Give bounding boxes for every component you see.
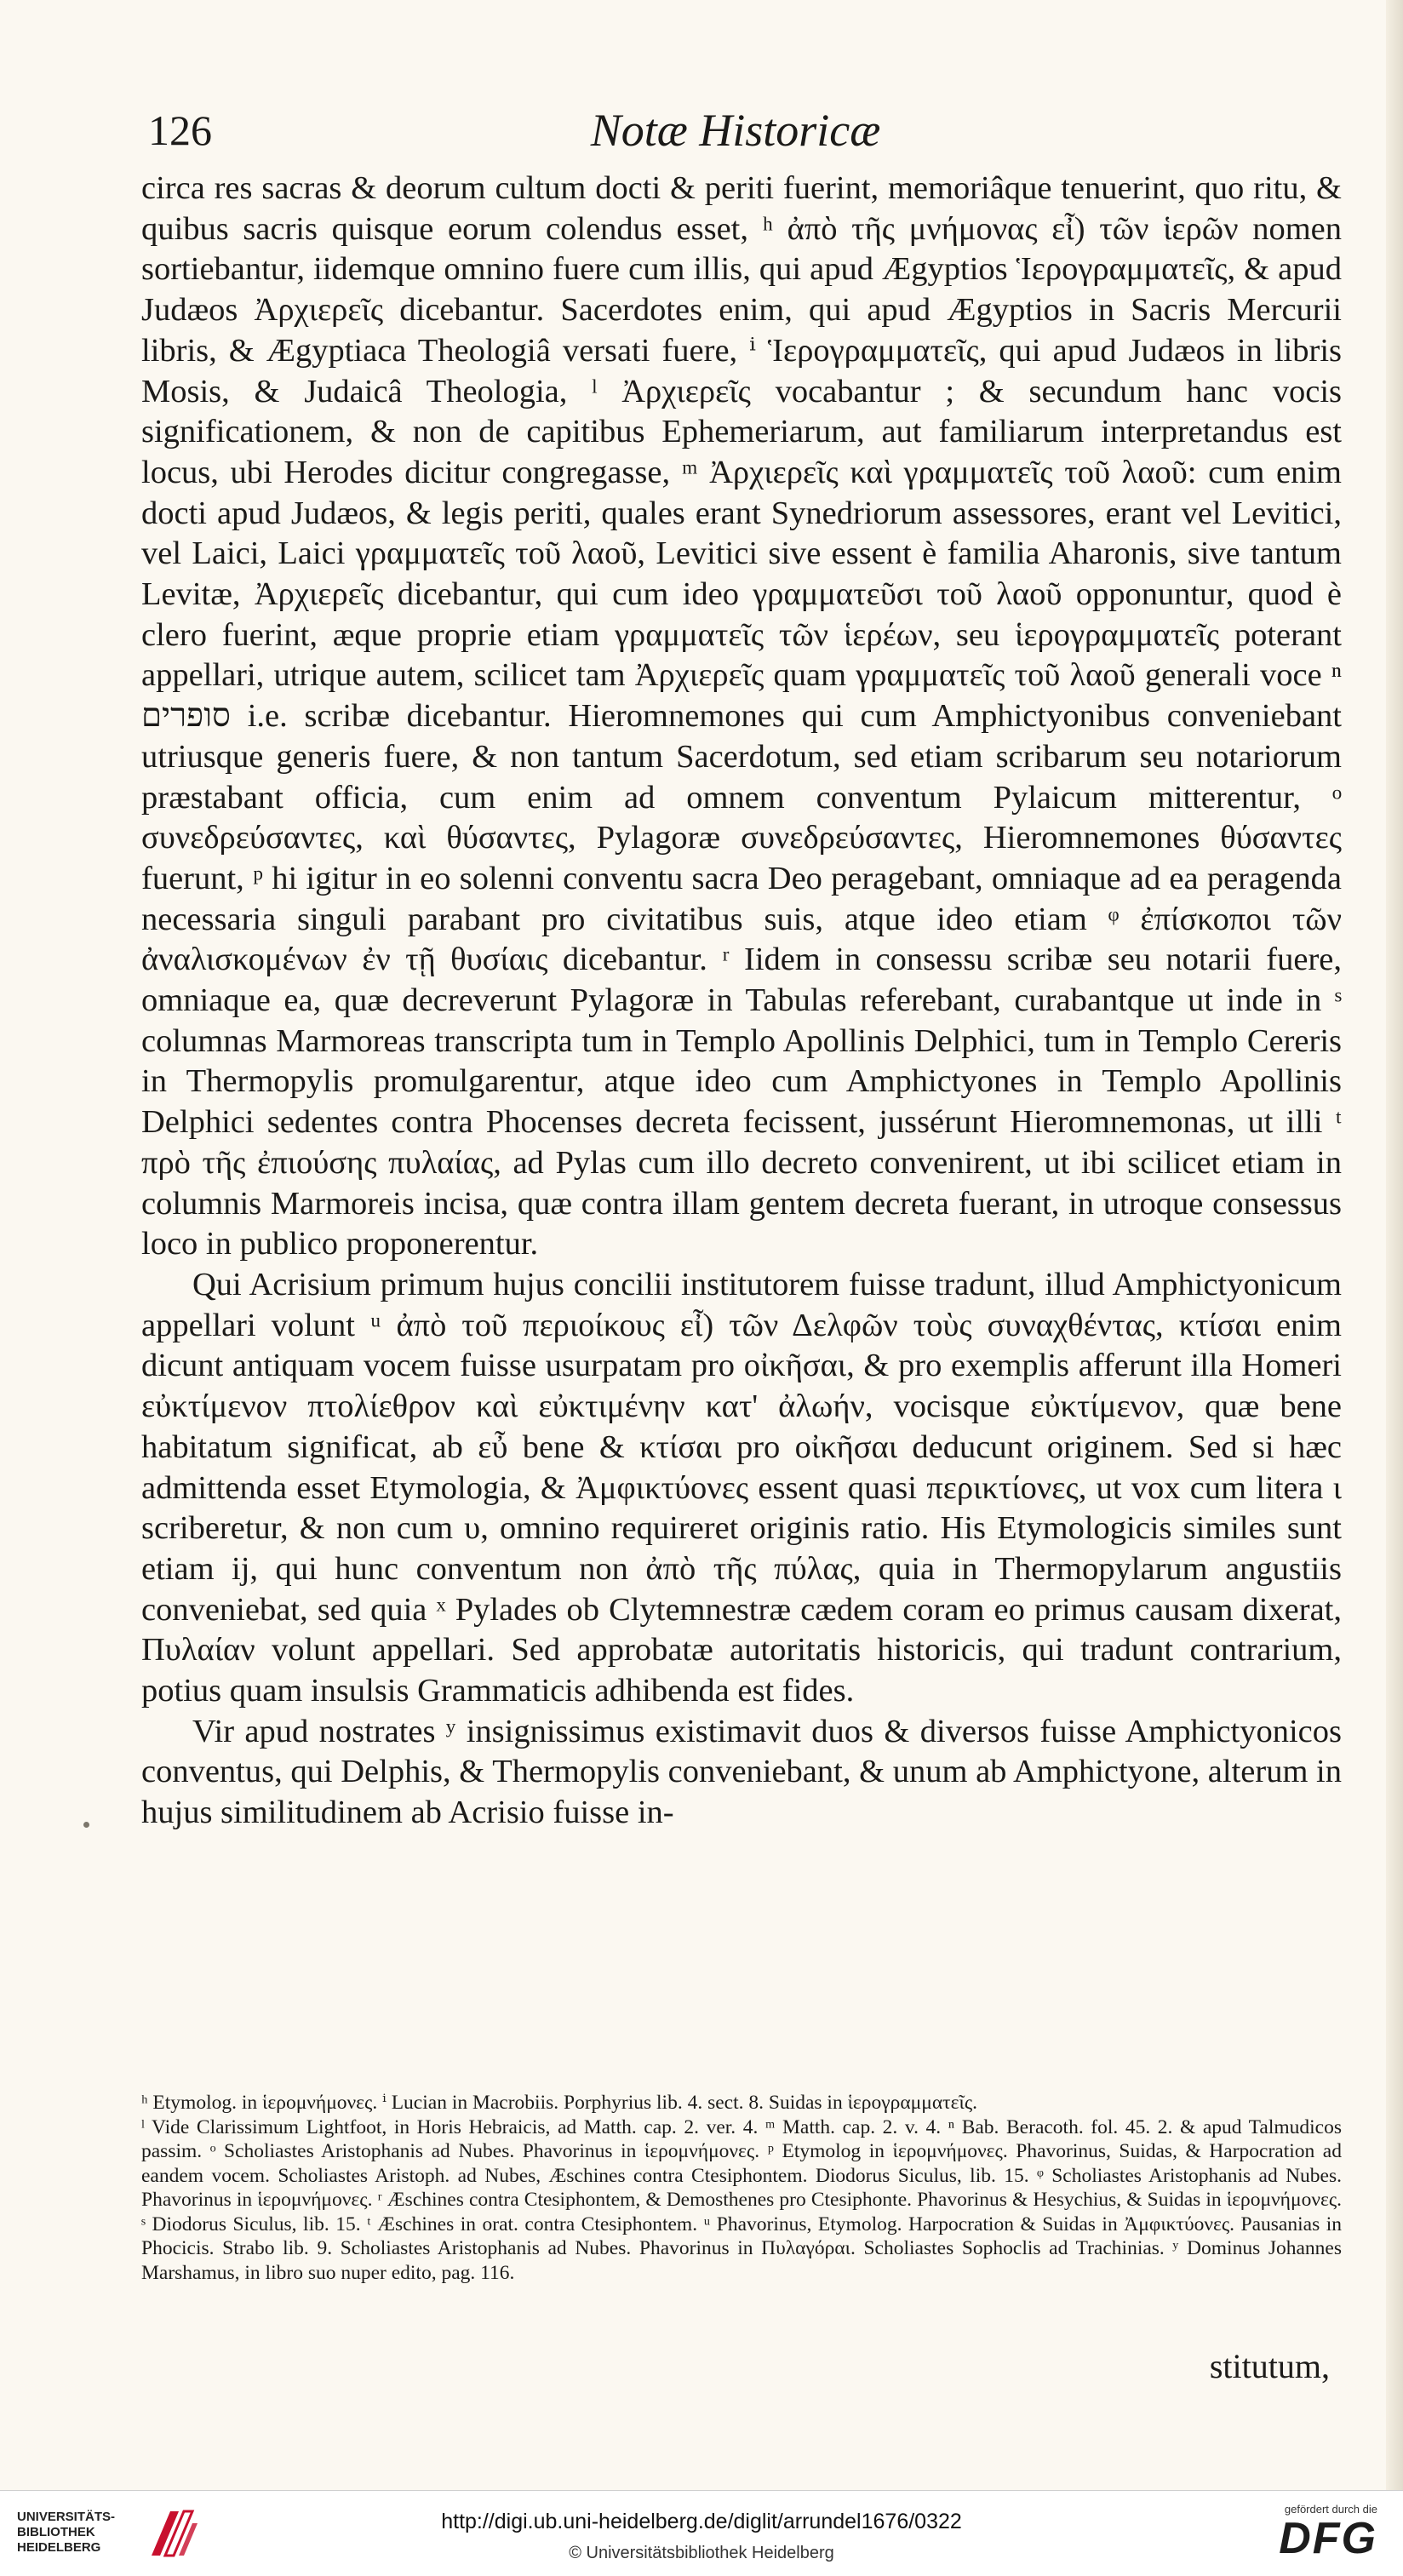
paragraph-2: Qui Acrisium primum hujus concilii institutorem fuisse tradunt, illud Amphictyonicum appellari volunt ᵘ ἀπὸ τοῦ περιοίκους εἶ) τῶν Δελφῶν τοὺς συναχθέντας, κτίσαι enim dicunt antiquam vocem fuisse usurpatam pro οἰκῆσαι, & pro exemplis afferunt illa Homeri εὐκτίμενον πτολίεθρον καὶ εὐκτιμένην κατ' ἀλωήν, vocisque εὐκτίμενον, quæ bene habitatum significat, ab εὖ bene & κτίσαι pro οἰκῆσαι deducunt originem. Sed si hæc admittenda esset Etymologia, & Ἀμφικτύονες essent quasi περικτίονες, ut vox cum litera ι scriberetur, & non cum υ, omnino requireret originis ratio. His Etymologicis similes sunt etiam ij, qui hunc conventum non ἀπὸ τῆς πύλας, quia in Thermopylarum angustiis conveniebat, sed quia ˣ Pylades ob Clytemnestræ cædem coram eo primus causam dixerat, Πυλαίαν volunt appellari. Sed approbatæ autoritatis historicis, qui tradunt contrarium, potius quam insulsis Grammaticis adhibenda est fides.	[141, 1266, 1342, 1709]
paragraph-3: Vir apud nostrates ʸ insignissimus existimavit duos & diversos fuisse Amphictyonicos conventus, qui Delphis, & Thermopylis conveniebant, & unum ab Amphictyone, alterum in hujus similitudinem ab Acrisio fuisse in-	[141, 1713, 1342, 1831]
dfg-wordmark: DFG	[1279, 2514, 1377, 2563]
catchword: stitutum,	[1209, 2347, 1330, 2385]
margin-mark	[83, 1822, 89, 1828]
copyright-notice: © Universitätsbibliothek Heidelberg	[569, 2544, 834, 2562]
paragraph-1: circa res sacras & deorum cultum docti & periti fuerint, memoriâque tenuerint, quo ritu, & quibus sacris quisque eorum colendus esset, ʰ ἀπὸ τῆς μνήμονας εἶ) τῶν ἱερῶν nomen sortiebantur, iidemque omnino fuere cum illis, qui apud Ægyptios Ἱερογραμματεῖς, & apud Judæos Ἀρχιερεῖς dicebantur. Sacerdotes enim, qui apud Ægyptios in Sacris Mercurii libris, & Ægyptiaca Theologiâ versati fuere, ⁱ Ἱερογραμματεῖς, qui apud Judæos in libris Mosis, & Judaicâ Theologia, ˡ Ἀρχιερεῖς vocabantur ; & secundum hanc vocis significationem, & non de capitibus Ephemeriarum, aut familiarum interpretandus est locus, ubi Herodes dicitur congregasse, ᵐ Ἀρχιερεῖς καὶ γραμματεῖς τοῦ λαοῦ: cum enim docti apud Judæos, & legis periti, quales erant Synedriorum assessores, erant vel Levitici, vel Laici, Laici γραμματεῖς τοῦ λαοῦ, Levitici sive essent è familia Aharonis, sive tantum Levitæ, Ἀρχιερεῖς dicebantur, qui cum ideo γραμματεῦσι τοῦ λαοῦ opponuntur, quod è clero fuerint, æque proprie etiam γραμματεῖς τῶν ἱερέων, seu ἱερογραμματεῖς poterant appellari, utrique autem, scilicet tam Ἀρχιερεῖς quam γραμματεῖς τοῦ λαοῦ generali voce ⁿ סופרים i.e. scribæ dicebantur. Hieromnemones qui cum Amphictyonibus conveniebant utriusque generis fuere, & non tantum Sacerdotum, sed etiam scribarum seu notariorum præstabant officia, cum enim ad omnem conventum Pylaicum mitterentur, ᵒ συνεδρεύσαντες, καὶ θύσαντες, Pylagoræ συνεδρεύσαντες, Hieromnemones θύσαντες fuerunt, ᵖ hi igitur in eo solenni conventu sacra Deo peragebant, omniaque ad ea peragenda necessaria singuli parabant pro civitatibus suis, atque ideo etiam ᵠ ἐπίσκοποι τῶν ἀναλισκομένων ἐν τῇ θυσίαις dicebantur. ʳ Iidem in consessu scribæ seu notarii fuere, omniaque ea, quæ decreverunt Pylagoræ in Tabulas referebant, curabantque ut inde in ˢ columnas Marmoreas transcripta tum in Templo Apollinis Delphici, tum in Templo Cereris in Thermopylis promulgarentur, atque ideo cum Amphictyones in Templo Apollinis Delphici sedentes contra Phocenses decreta fecissent, jussérunt Hieromnemonas, ut illi ᵗ πρὸ τῆς ἐπιούσης πυλαίας, ad Pylas cum illo decreto convenirent, ut ibi scilicet etiam in columnis Marmoreis incisa, quæ contra illam gentem decreta fuerant, in utroque consessus loco in publico proponerentur.	[141, 170, 1342, 1262]
dfg-logo[interactable]	[1275, 2503, 1377, 2567]
main-text	[141, 169, 1342, 1834]
digitization-footer	[0, 2490, 1403, 2576]
page-edge-shadow	[1386, 0, 1403, 2490]
page-number: 126	[148, 106, 212, 154]
footnotes	[141, 2091, 1342, 2285]
running-head: Notæ Historicæ	[590, 105, 881, 156]
page-header	[143, 102, 1328, 162]
library-name: UNIVERSITÄTS- BIBLIOTHEK HEIDELBERG	[17, 2510, 116, 2555]
footnote-block-1: ʰ Etymolog. in ἱερομνήμονες. ⁱ Lucian in Macrobiis. Porphyrius lib. 4. sect. 8. Suidas in ἱερογραμματεῖς.	[141, 2092, 977, 2114]
page-url-link[interactable]: http://digi.ub.uni-heidelberg.de/diglit/arrundel1676/0322	[441, 2510, 962, 2533]
dfg-caption: gefördert durch die	[1284, 2503, 1377, 2516]
footnote-block-2: ˡ Vide Clarissimum Lightfoot, in Horis Hebraicis, ad Matth. cap. 2. ver. 4. ᵐ Matth. cap. 2. v. 4. ⁿ Bab. Beracoth. fol. 45. 2. & apud Talmudicos passim. ᵒ Scholiastes Aristophanis ad Nubes. Phavorinus in ἱερομνήμονες. ᵖ Etymolog in ἱερομνήμονες. Phavorinus, Suidas, & Harpocration ad eandem vocem. Scholiastes Aristoph. ad Nubes, Æschines contra Ctesiphontem. Diodorus Siculus, lib. 15. ᵠ Scholiastes Aristophanis ad Nubes. Phavorinus in ἱερομνήμονες. ʳ Æschines contra Ctesiphontem, & Demosthenes pro Ctesiphonte. Phavorinus & Hesychius, & Suidas in ἱερομνήμονες. ˢ Diodorus Siculus, lib. 15. ᵗ Æschines in orat. contra Ctesiphontem. ᵘ Phavorinus, Etymolog. Harpocration & Suidas in Ἀμφικτύονες. Pausanias in Phocicis. Strabo lib. 9. Scholiastes Aristophanis ad Nubes. Phavorinus in Πυλαγόραι. Scholiastes Sophoclis ad Trachinias. ʸ Dominus Johannes Marshamus, in libro suo nuper edito, pag. 116.	[141, 2115, 1342, 2284]
